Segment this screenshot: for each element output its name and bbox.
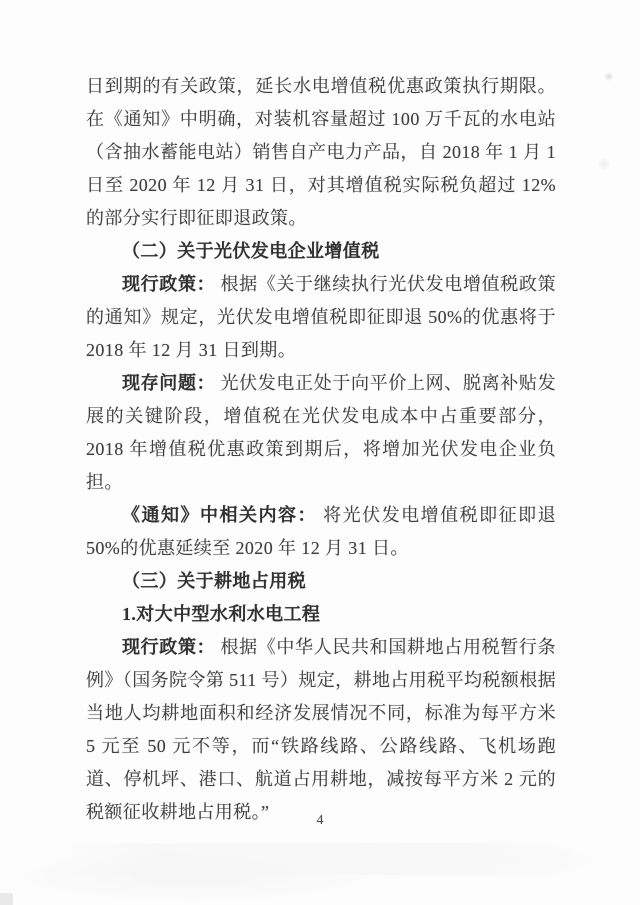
scan-smudge-artifact (604, 72, 614, 81)
section-heading-3-farmland-tax (86, 565, 556, 598)
document-content (86, 70, 556, 829)
paragraph-lead: 现存问题： (122, 373, 216, 393)
paragraph-text: 将光伏发电增值税即征即退 50%的优惠延续至 2020 年 12 月 31 日。 (86, 505, 557, 558)
paragraph-text: 光伏发电正处于向平价上网、脱离补贴发展的关键阶段，增值税在光伏发电成本中占重要部分，2018 年增值税优惠政策到期后，将增加光伏发电企业负担。 (86, 373, 556, 492)
paragraph-text: 日到期的有关政策，延长水电增值税优惠政策执行期限。在《通知》中明确，对装机容量超过 100 万千瓦的水电站（含抽水蓄能电站）销售自产电力产品，自 2018 年 1 月 1 日至 2020 年 12 月 31 日，对其增值税实际税负超过 12%的部分实行即征即退政策。 (86, 76, 556, 228)
paragraph-existing-problem-pv (86, 367, 556, 499)
subsection-heading-1-hydro-projects (86, 598, 556, 631)
scan-corner-artifact (0, 893, 13, 905)
section-heading-2-pv-vat (86, 235, 556, 268)
paragraph-lead: 现行政策： (122, 637, 216, 657)
paragraph-current-policy-pv (86, 268, 556, 367)
scan-smudge-artifact (597, 158, 611, 170)
paragraph-text: 根据《关于继续执行光伏发电增值税政策的通知》规定，光伏发电增值税即征即退 50%的优惠将于 2018 年 12 月 31 日到期。 (86, 274, 556, 360)
paragraph-text: 根据《中华人民共和国耕地占用税暂行条例》（国务院令第 511 号）规定，耕地占用税平均税额根据当地人均耕地面积和经济发展情况不同，标准为每平方米 5 元至 50 元不等，而“铁路线路、公路线路、飞机场跑道、停机坪、港口、航道占用耕地，减按每平方米 2 元的税额征收耕地占用税。” (86, 637, 556, 822)
paragraph-lead: 《通知》中相关内容： (122, 505, 318, 525)
paragraph-hydro-vat-continuation (86, 70, 556, 235)
paragraph-notice-content-pv (86, 499, 556, 565)
subsection-heading-label: 1.对大中型水利水电工程 (122, 604, 321, 624)
page-number: 4 (316, 813, 324, 828)
scan-shade-artifact (40, 843, 600, 875)
section-heading-label: （三）关于耕地占用税 (122, 571, 306, 591)
section-heading-label: （二）关于光伏发电企业增值税 (122, 241, 380, 261)
paragraph-current-policy-farmland (86, 631, 556, 829)
paragraph-lead: 现行政策： (122, 274, 216, 294)
